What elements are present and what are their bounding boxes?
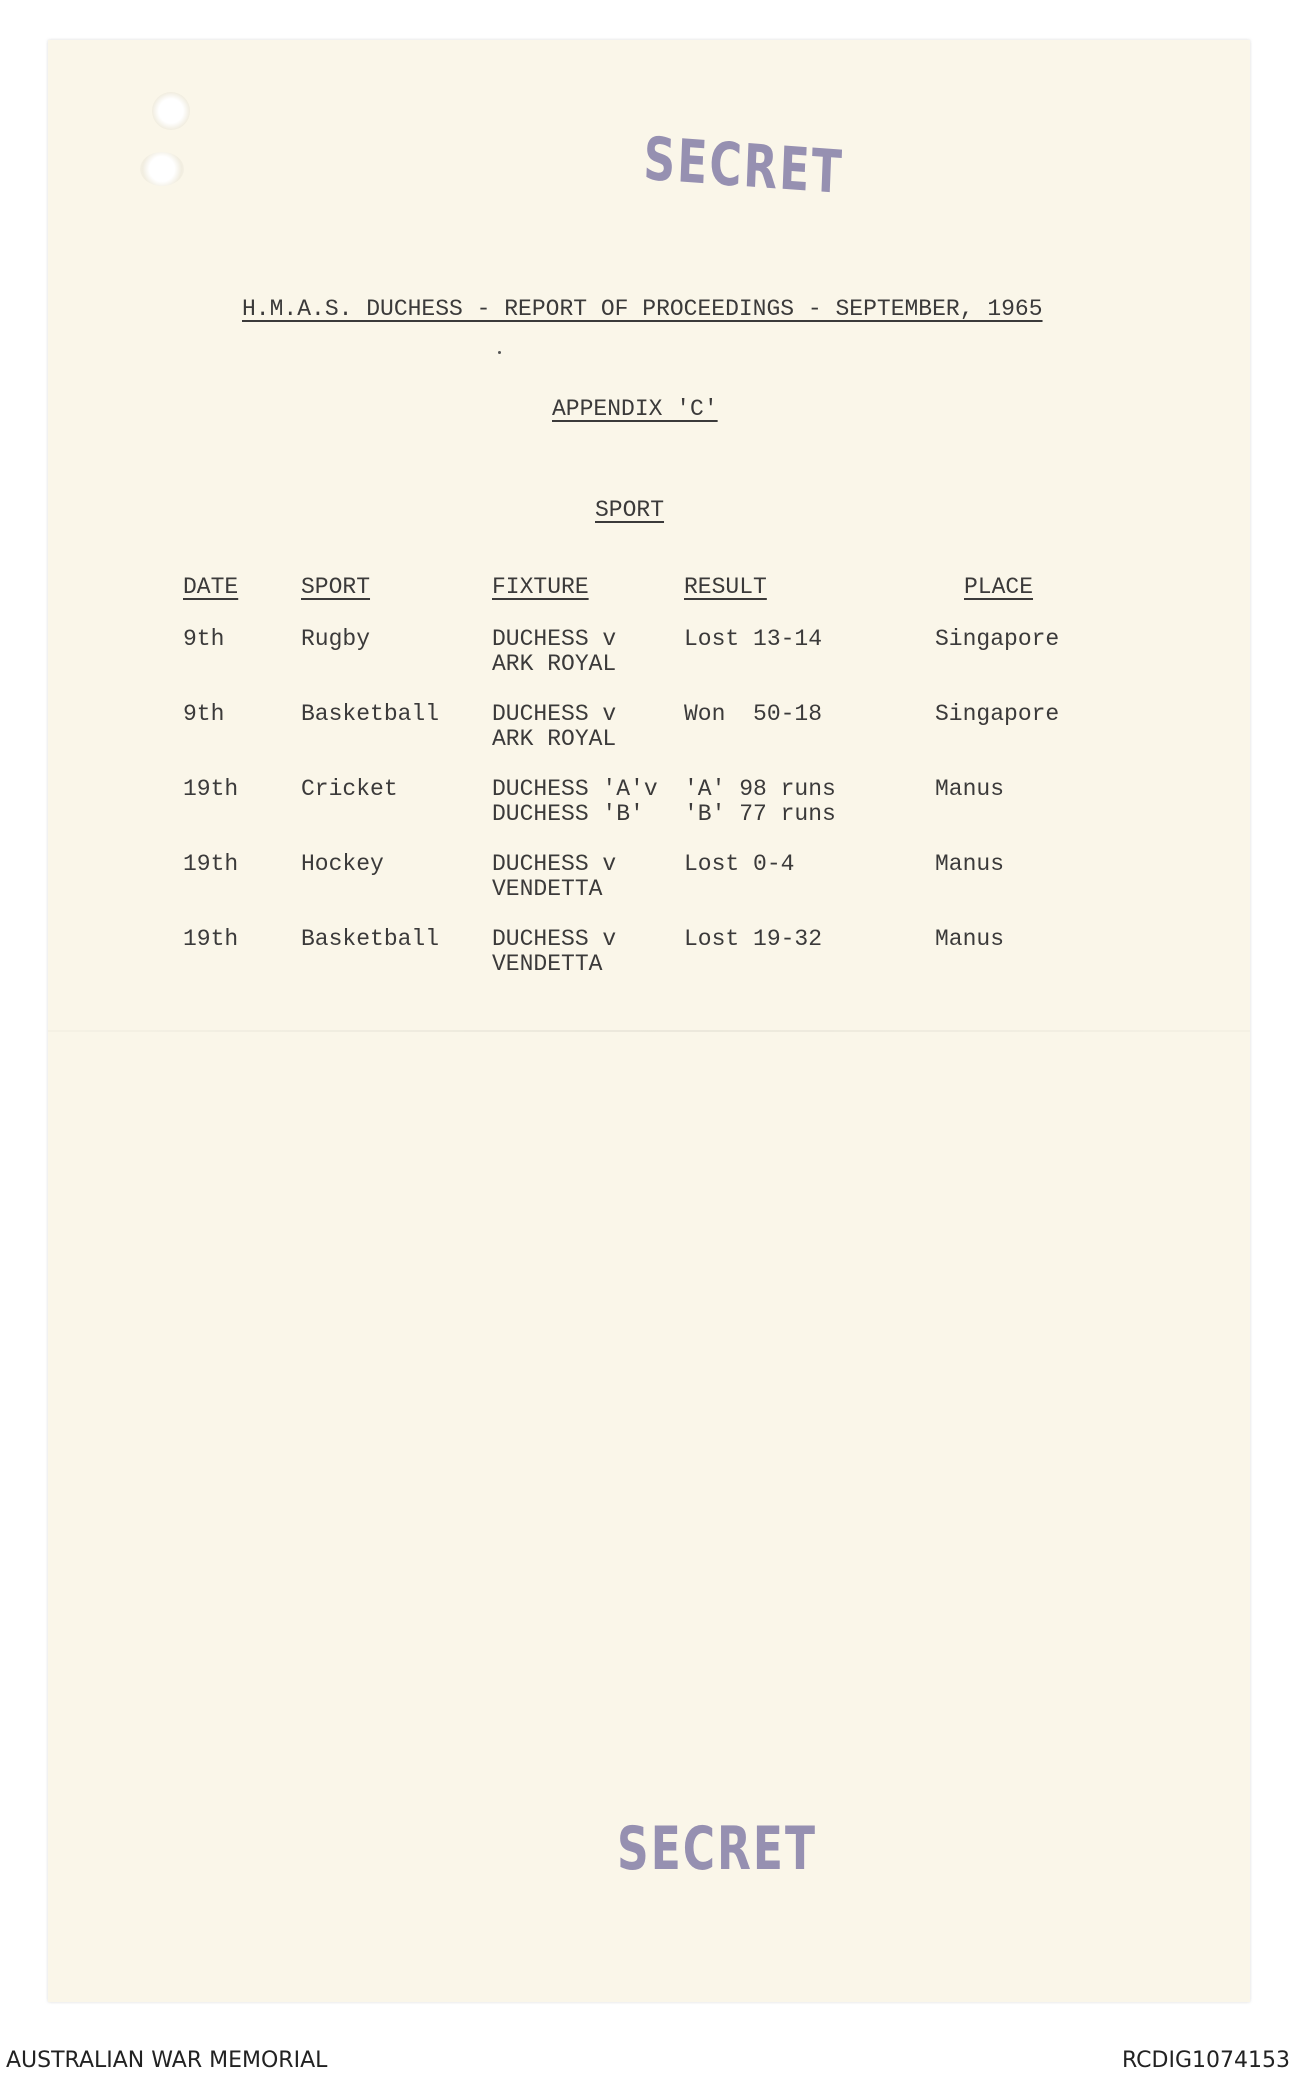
- table-row-5-date: 19th: [183, 926, 239, 952]
- appendix-title: APPENDIX 'C': [552, 396, 718, 422]
- table-row-2-sport: Basketball: [301, 701, 440, 727]
- table-row-5-fixture-line-2: VENDETTA: [492, 951, 603, 977]
- column-header-sport: SPORT: [301, 574, 371, 600]
- column-header-result: RESULT: [684, 574, 767, 600]
- punch-hole-top: [152, 92, 190, 130]
- table-row-2-place: Singapore: [935, 701, 1060, 727]
- table-row-1-fixture-line-2: ARK ROYAL: [492, 651, 617, 677]
- report-heading: H.M.A.S. DUCHESS - REPORT OF PROCEEDINGS - SEPTEMBER, 1965: [242, 296, 1043, 322]
- table-row-3-fixture-line-2: DUCHESS 'B': [492, 801, 644, 827]
- secret-stamp-top: SECRET: [642, 125, 845, 208]
- table-row-3-fixture-line-1: DUCHESS 'A'v: [492, 776, 658, 802]
- table-row-2-result: Won 50-18: [684, 701, 823, 727]
- table-row-1-place: Singapore: [935, 626, 1060, 652]
- section-title: SPORT: [595, 497, 665, 523]
- document-page: [48, 40, 1250, 2002]
- table-row-5-sport: Basketball: [301, 926, 440, 952]
- table-row-4-date: 19th: [183, 851, 239, 877]
- table-row-4-sport: Hockey: [301, 851, 384, 877]
- stray-mark: [498, 351, 501, 354]
- table-row-4-place: Manus: [935, 851, 1005, 877]
- table-row-4-fixture-line-2: VENDETTA: [492, 876, 603, 902]
- table-row-5-fixture-line-1: DUCHESS v: [492, 926, 617, 952]
- footer-institution: AUSTRALIAN WAR MEMORIAL: [6, 2048, 328, 2073]
- column-header-place: PLACE: [964, 574, 1034, 600]
- secret-stamp-bottom: SECRET: [617, 1815, 817, 1884]
- table-row-5-place: Manus: [935, 926, 1005, 952]
- table-row-4-result: Lost 0-4: [684, 851, 795, 877]
- table-row-5-result: Lost 19-32: [684, 926, 823, 952]
- table-row-1-fixture-line-1: DUCHESS v: [492, 626, 617, 652]
- column-header-fixture: FIXTURE: [492, 574, 589, 600]
- table-row-2-fixture-line-1: DUCHESS v: [492, 701, 617, 727]
- table-row-1-sport: Rugby: [301, 626, 371, 652]
- table-row-3-place: Manus: [935, 776, 1005, 802]
- table-row-2-date: 9th: [183, 701, 225, 727]
- column-header-date: DATE: [183, 574, 239, 600]
- paper-fold: [48, 1030, 1250, 1032]
- punch-hole-bottom: [140, 152, 184, 186]
- footer-catalog-id: RCDIG1074153: [1121, 2048, 1290, 2073]
- table-row-1-result: Lost 13-14: [684, 626, 823, 652]
- table-row-4-fixture-line-1: DUCHESS v: [492, 851, 617, 877]
- table-row-3-result-line-2: 'B' 77 runs: [684, 801, 836, 827]
- table-row-2-fixture-line-2: ARK ROYAL: [492, 726, 617, 752]
- table-row-3-date: 19th: [183, 776, 239, 802]
- table-row-3-result-line-1: 'A' 98 runs: [684, 776, 836, 802]
- table-row-1-date: 9th: [183, 626, 225, 652]
- table-row-3-sport: Cricket: [301, 776, 398, 802]
